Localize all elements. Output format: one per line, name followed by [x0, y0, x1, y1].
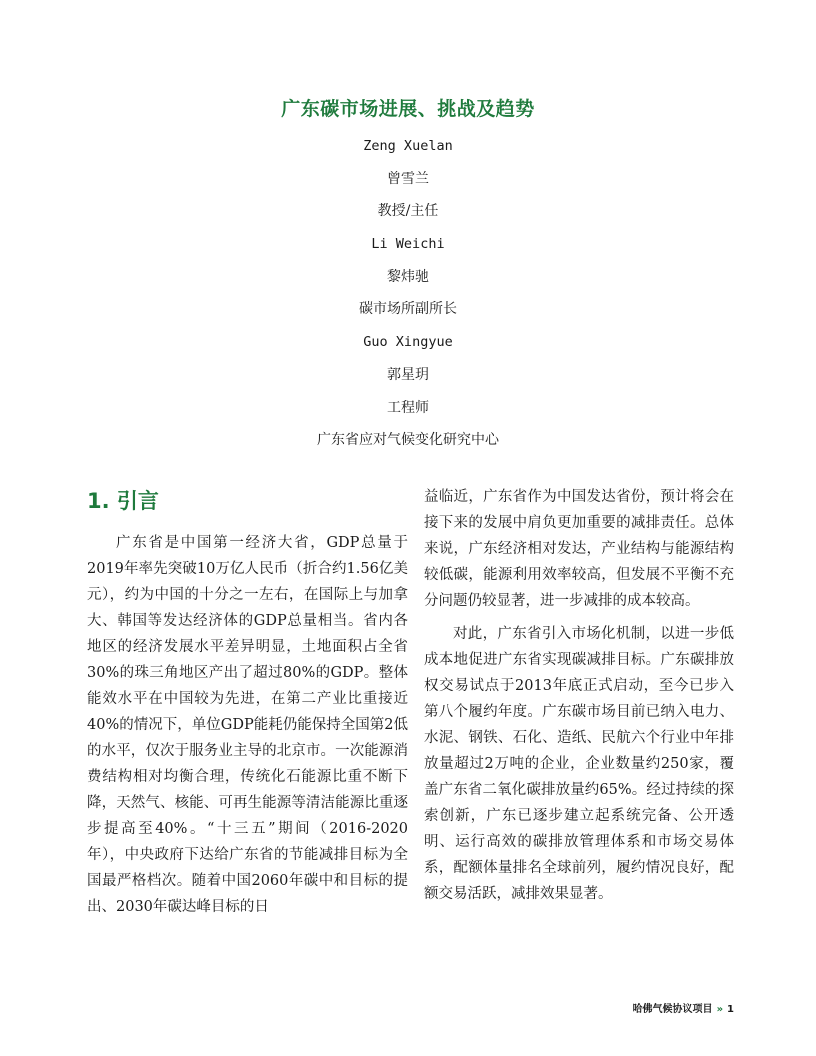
- page-footer: [633, 1000, 734, 1015]
- author-name-zh: 曾雪兰: [387, 170, 429, 187]
- footer-separator: »: [716, 1004, 724, 1015]
- author-role: 工程师: [387, 399, 429, 416]
- affiliation: 广东省应对气候变化研究中心: [317, 432, 499, 449]
- document-title: 广东碳市场进展、挑战及趋势: [281, 98, 535, 120]
- right-column: [424, 484, 734, 914]
- author-name-zh: 郭星玥: [387, 366, 429, 383]
- author-role: 教授/主任: [377, 203, 439, 220]
- section-heading: 1. 引言: [87, 489, 159, 513]
- body-paragraph: 对此，广东省引入市场化机制，以进一步低成本地促进广东省实现碳减排目标。广东碳排放权交易试点于2013年底正式启动，至今已步入第八个履约年度。广东碳市场目前已纳入电力、水泥、钢铁、石化、造纸、民航六个行业中年排放量超过2万吨的企业，企业数量约250家，覆盖广东省二氧化碳排放量约65%。经过持续的探索创新，广东已逐步建立起系统完备、公开透明、运行高效的碳排放管理体系和市场交易体系，配额体量排名全球前列，履约情况良好，配额交易活跃，减排效果显著。: [424, 626, 734, 902]
- author-name-en: Li Weichi: [371, 236, 445, 253]
- author-role: 碳市场所副所长: [359, 301, 457, 318]
- author-name-en: Guo Xingyue: [363, 334, 453, 351]
- body-paragraph: 广东省是中国第一经济大省，GDP总量于2019年率先突破10万亿人民币（折合约1.56亿美元），约为中国的十分之一左右，在国际上与加拿大、韩国等发达经济体的GDP总量相当。省内各地区的经济发展水平差异明显，土地面积占全省30%的珠三角地区产出了超过80%的GDP。整体能效水平在中国较为先进，在第二产业比重接近40%的情况下，单位GDP能耗仍能保持全国第2低的水平，仅次于服务业主导的北京市。一次能源消费结构相对均衡合理，传统化石能源比重不断下降，天然气、核能、可再生能源等清洁能源比重逐步提高至40%。“十三五”期间（2016-2020年），中央政府下达给广东省的节能减排目标为全国最严格档次。随着中国2060年碳中和目标的提出、2030年碳达峰目标的日: [87, 535, 408, 915]
- author-block: [0, 134, 816, 461]
- left-column: [87, 488, 408, 927]
- footer-publication: 哈佛气候协议项目: [632, 1004, 713, 1015]
- page-number: 1: [727, 1004, 734, 1015]
- body-paragraph: 益临近，广东省作为中国发达省份，预计将会在接下来的发展中肩负更加重要的减排责任。总体来说，广东经济相对发达，产业结构与能源结构较低碳，能源利用效率较高，但发展不平衡不充分问题仍较显著，进一步减排的成本较高。: [424, 489, 734, 609]
- author-name-zh: 黎炜驰: [387, 268, 429, 285]
- author-name-en: Zeng Xuelan: [363, 138, 453, 154]
